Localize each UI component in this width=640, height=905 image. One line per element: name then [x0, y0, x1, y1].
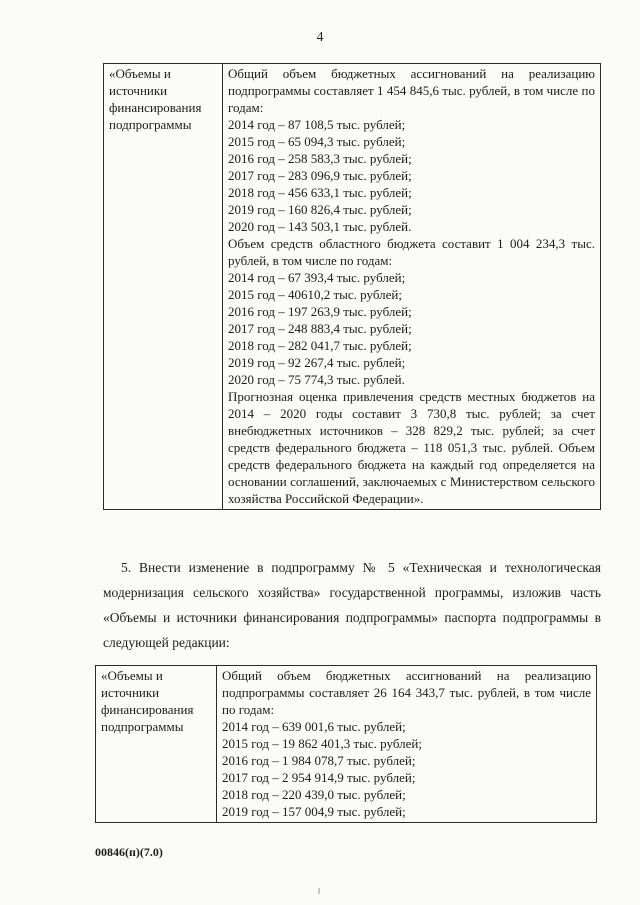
amendment-paragraph — [103, 555, 601, 655]
table-row — [96, 666, 597, 823]
amendment-text: 5. Внести изменение в подпрограмму № 5 «Техническая и технологическая модернизация сельского хозяйства» государственной программы, изложив часть «Объемы и источники финансирования подпрограммы» паспорта подпрограммы в следующей редакции: — [103, 560, 601, 650]
table-label-cell: «Объемы и источники финансирования подпрограммы — [96, 666, 217, 823]
year-line: 2016 год – 1 984 078,7 тыс. рублей; — [222, 753, 416, 768]
regional-year-line: 2017 год – 248 883,4 тыс. рублей; — [228, 321, 412, 336]
page-number: 4 — [316, 30, 324, 45]
year-line: 2014 год – 639 001,6 тыс. рублей; — [222, 719, 406, 734]
regional-year-line: 2014 год – 67 393,4 тыс. рублей; — [228, 270, 406, 285]
regional-budget-text: Объем средств областного бюджета составит 1 004 234,3 тыс. рублей, в том числе по годам: — [228, 236, 595, 268]
year-line: 2019 год – 157 004,9 тыс. рублей; — [222, 804, 406, 819]
table-row — [104, 64, 601, 510]
table-content-cell — [217, 666, 597, 823]
year-line: 2017 год – 283 096,9 тыс. рублей; — [228, 168, 412, 183]
scan-mark — [318, 888, 320, 894]
year-line: 2018 год – 220 439,0 тыс. рублей; — [222, 787, 406, 802]
regional-year-line: 2015 год – 40610,2 тыс. рублей; — [228, 287, 402, 302]
table-content-cell — [223, 64, 601, 510]
regional-year-line: 2016 год – 197 263,9 тыс. рублей; — [228, 304, 412, 319]
forecast-text: Прогнозная оценка привлечения средств местных бюджетов на 2014 – 2020 годы составит 3 730,8 тыс. рублей; за счет внебюджетных источников – 328 829,2 тыс. рублей; за счет средств федерального бюджета – 118 051,3 тыс. рублей. Объем средств федерального бюджета на каждый год определяется на основании соглашений, заключаемых с Министерством сельского хозяйства Российской Федерации». — [228, 389, 595, 506]
funding-table-subprogram-5 — [95, 665, 597, 823]
regional-year-line: 2018 год – 282 041,7 тыс. рублей; — [228, 338, 412, 353]
year-line: 2014 год – 87 108,5 тыс. рублей; — [228, 117, 406, 132]
year-line: 2017 год – 2 954 914,9 тыс. рублей; — [222, 770, 416, 785]
year-line: 2016 год – 258 583,3 тыс. рублей; — [228, 151, 412, 166]
year-line: 2015 год – 65 094,3 тыс. рублей; — [228, 134, 406, 149]
total-allocation-text: Общий объем бюджетных ассигнований на реализацию подпрограммы составляет 1 454 845,6 тыс. рублей, в том числе по годам: — [228, 66, 595, 115]
year-line: 2015 год – 19 862 401,3 тыс. рублей; — [222, 736, 422, 751]
total-allocation-text: Общий объем бюджетных ассигнований на реализацию подпрограммы составляет 26 164 343,7 тыс. рублей, в том числе по годам: — [222, 668, 591, 717]
table-label-cell: «Объемы и источники финансирования подпрограммы — [104, 64, 223, 510]
year-line: 2018 год – 456 633,1 тыс. рублей; — [228, 185, 412, 200]
year-line: 2019 год – 160 826,4 тыс. рублей; — [228, 202, 412, 217]
regional-year-line: 2020 год – 75 774,3 тыс. рублей. — [228, 372, 405, 387]
document-code: 00846(п)(7.0) — [95, 845, 163, 859]
funding-table-subprogram-4 — [103, 63, 601, 510]
year-line: 2020 год – 143 503,1 тыс. рублей. — [228, 219, 412, 234]
regional-year-line: 2019 год – 92 267,4 тыс. рублей; — [228, 355, 406, 370]
